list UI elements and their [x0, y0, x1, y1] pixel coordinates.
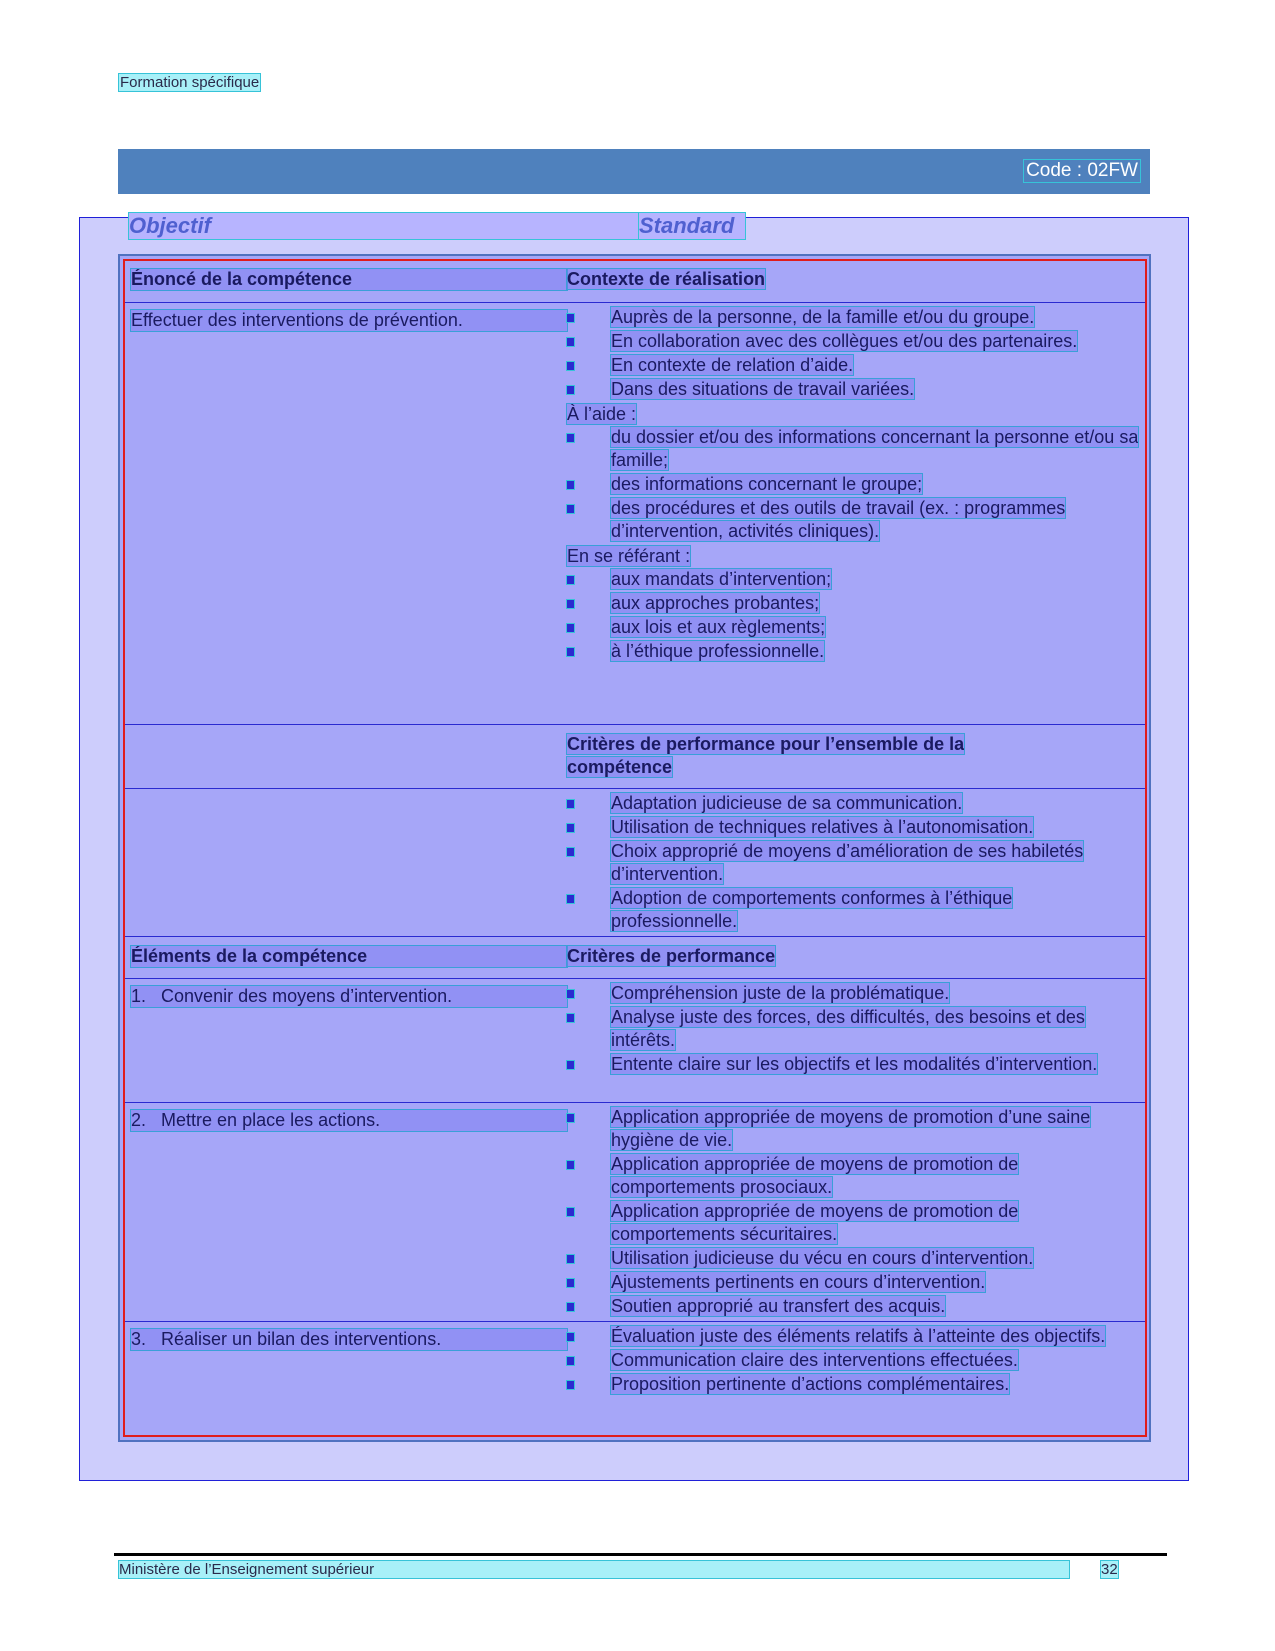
- element-2-text: Mettre en place les actions.: [161, 1110, 381, 1130]
- bullet-icon: [567, 1014, 574, 1022]
- bullet-icon: [567, 481, 574, 489]
- critere-item-text: Application appropriée de moyens de promotion de comportements prosociaux.: [611, 1154, 1019, 1197]
- critere-item-text: Soutien approprié au transfert des acquis.: [611, 1296, 946, 1316]
- critere-ensemble-item: [567, 840, 1139, 887]
- critere-item: [567, 1153, 1139, 1200]
- table-row-element-1: [125, 978, 1145, 1103]
- table-row-criteres-ensemble-heading: [125, 724, 1145, 789]
- contexte-heading: Contexte de réalisation: [567, 269, 766, 289]
- critere-item: [567, 1271, 1139, 1295]
- standard-heading: Standard: [639, 213, 745, 239]
- critere-item-text: Utilisation judicieuse du vécu en cours d’intervention.: [611, 1248, 1034, 1268]
- contexte-item: [567, 568, 1139, 592]
- element-3-text: Réaliser un bilan des interventions.: [161, 1329, 442, 1349]
- element-2-num: 2.: [131, 1110, 147, 1130]
- competency-code: Code : 02FW: [1026, 160, 1138, 181]
- contexte-item: [567, 354, 1139, 378]
- contexte-subheading: En se référant :: [567, 546, 691, 566]
- critere-ensemble-item: [567, 792, 1139, 816]
- page-header-label: Formation spécifique: [120, 74, 260, 91]
- element-3-label: [131, 1329, 567, 1350]
- bullet-icon: [567, 624, 574, 632]
- critere-item-text: Évaluation juste des éléments relatifs à l’atteinte des objectifs.: [611, 1326, 1106, 1346]
- contexte-item: [567, 592, 1139, 616]
- critere-item: [567, 1006, 1139, 1053]
- critere-item: [567, 1349, 1139, 1373]
- critere-item-text: Proposition pertinente d’actions complémentaires.: [611, 1374, 1010, 1394]
- contexte-item-text: des procédures et des outils de travail (ex. : programmes d’intervention, activités cliniques).: [611, 498, 1066, 541]
- element-3-criteres: [567, 1325, 1139, 1397]
- criteres-ensemble-list: [567, 792, 1139, 934]
- critere-item: [567, 1325, 1139, 1349]
- critere-item: [567, 1200, 1139, 1247]
- objectif-heading: Objectif: [129, 213, 639, 239]
- contexte-subheading: À l’aide :: [567, 404, 637, 424]
- bullet-icon: [567, 648, 574, 656]
- bullet-icon: [567, 1333, 574, 1341]
- contexte-item: [567, 616, 1139, 640]
- critere-item: [567, 1295, 1139, 1319]
- contexte-item-text: à l’éthique professionnelle.: [611, 641, 825, 661]
- contexte-item-text: du dossier et/ou des informations concernant la personne et/ou sa famille;: [611, 427, 1139, 470]
- bullet-icon: [567, 1255, 574, 1263]
- bullet-icon: [567, 1208, 574, 1216]
- code-banner: [118, 149, 1150, 194]
- bullet-icon: [567, 386, 574, 394]
- critere-item: [567, 1373, 1139, 1397]
- element-1-num: 1.: [131, 986, 147, 1006]
- bullet-icon: [567, 824, 574, 832]
- bullet-icon: [567, 1114, 574, 1122]
- critere-ensemble-item-text: Utilisation de techniques relatives à l’autonomisation.: [611, 817, 1034, 837]
- critere-item-text: Compréhension juste de la problématique.: [611, 983, 950, 1003]
- bullet-icon: [567, 314, 574, 322]
- critere-item-text: Application appropriée de moyens de promotion d’une saine hygiène de vie.: [611, 1107, 1091, 1150]
- critere-ensemble-item-text: Choix approprié de moyens d’amélioration de ses habiletés d’intervention.: [611, 841, 1084, 884]
- footer-rule: [114, 1553, 1167, 1556]
- contexte-item-text: des informations concernant le groupe;: [611, 474, 923, 494]
- contexte-item-text: aux mandats d’intervention;: [611, 569, 832, 589]
- table-row-criteres-ensemble: [125, 788, 1145, 937]
- contexte-item-text: aux approches probantes;: [611, 593, 820, 613]
- bullet-icon: [567, 1161, 574, 1169]
- bullet-icon: [567, 895, 574, 903]
- contexte-item-text: aux lois et aux règlements;: [611, 617, 826, 637]
- table-row-headings: [125, 261, 1145, 303]
- critere-ensemble-item-text: Adoption de comportements conformes à l’éthique professionnelle.: [611, 888, 1013, 931]
- bullet-icon: [567, 362, 574, 370]
- bullet-icon: [567, 576, 574, 584]
- contexte-item-text: Auprès de la personne, de la famille et/ou du groupe.: [611, 307, 1035, 327]
- critere-item: [567, 1053, 1139, 1077]
- competency-table: [118, 254, 1151, 1442]
- footer-ministry: Ministère de l’Enseignement supérieur: [119, 1561, 1069, 1578]
- element-2-criteres: [567, 1106, 1139, 1319]
- table-row-enonce: [125, 302, 1145, 725]
- bullet-icon: [567, 434, 574, 442]
- critere-ensemble-item: [567, 816, 1139, 840]
- bullet-icon: [567, 338, 574, 346]
- critere-ensemble-item-text: Adaptation judicieuse de sa communication.: [611, 793, 963, 813]
- contexte-item: [567, 378, 1139, 402]
- bullet-icon: [567, 848, 574, 856]
- bullet-icon: [567, 1357, 574, 1365]
- enonce-text: Effectuer des interventions de prévention.: [131, 310, 567, 331]
- critere-item-text: Application appropriée de moyens de promotion de comportements sécuritaires.: [611, 1201, 1019, 1244]
- critere-item-text: Entente claire sur les objectifs et les modalités d’intervention.: [611, 1054, 1098, 1074]
- element-2-label: [131, 1110, 567, 1131]
- element-1-text: Convenir des moyens d’intervention.: [161, 986, 453, 1006]
- contexte-item-text: En contexte de relation d’aide.: [611, 355, 854, 375]
- bullet-icon: [567, 990, 574, 998]
- contexte-item: [567, 497, 1139, 544]
- bullet-icon: [567, 800, 574, 808]
- critere-item-text: Communication claire des interventions effectuées.: [611, 1350, 1018, 1370]
- critere-ensemble-item: [567, 887, 1139, 934]
- footer-page-number: 32: [1101, 1561, 1118, 1578]
- element-1-criteres: [567, 982, 1139, 1077]
- critere-item-text: Analyse juste des forces, des difficultés, des besoins et des intérêts.: [611, 1007, 1085, 1050]
- bullet-icon: [567, 1279, 574, 1287]
- bullet-icon: [567, 600, 574, 608]
- contexte-item-text: Dans des situations de travail variées.: [611, 379, 915, 399]
- contexte-item: [567, 640, 1139, 664]
- table-row-element-2: [125, 1102, 1145, 1322]
- table-row-elements-heading: [125, 936, 1145, 979]
- element-3-num: 3.: [131, 1329, 147, 1349]
- bullet-icon: [567, 1303, 574, 1311]
- contexte-item-text: En collaboration avec des collègues et/ou des partenaires.: [611, 331, 1078, 351]
- critere-item: [567, 982, 1139, 1006]
- critere-item-text: Ajustements pertinents en cours d’intervention.: [611, 1272, 986, 1292]
- elements-heading: Éléments de la compétence: [131, 946, 567, 967]
- enonce-heading: Énoncé de la compétence: [131, 269, 567, 290]
- contexte-item: [567, 306, 1139, 330]
- contexte-item: [567, 473, 1139, 497]
- table-row-element-3: [125, 1321, 1145, 1435]
- competency-table-inner: [123, 259, 1147, 1437]
- bullet-icon: [567, 1061, 574, 1069]
- critere-item: [567, 1106, 1139, 1153]
- contexte-item: [567, 426, 1139, 473]
- element-1-label: [131, 986, 567, 1007]
- critere-item: [567, 1247, 1139, 1271]
- bullet-icon: [567, 505, 574, 513]
- contexte-item: [567, 330, 1139, 354]
- bullet-icon: [567, 1381, 574, 1389]
- criteres-ensemble-heading: Critères de performance pour l’ensemble de la compétence: [567, 734, 965, 777]
- criteres-heading: Critères de performance: [567, 946, 776, 966]
- contexte-list: [567, 306, 1139, 664]
